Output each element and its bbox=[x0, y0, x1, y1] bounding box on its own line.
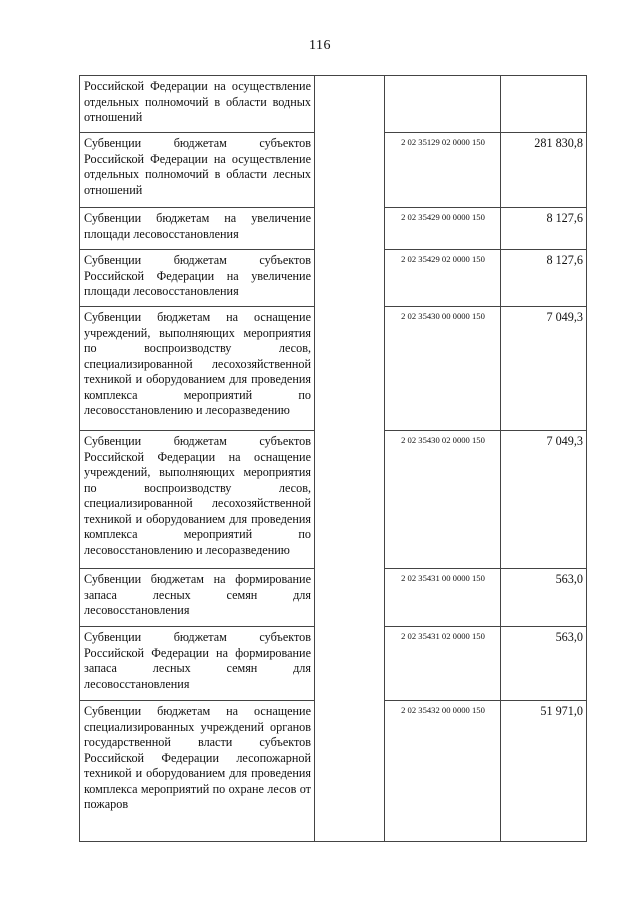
budget-code-cell bbox=[385, 76, 501, 133]
table-row bbox=[80, 569, 587, 627]
blank-column-cell bbox=[315, 431, 385, 569]
table-row bbox=[80, 133, 587, 208]
row-name-cell: Субвенции бюджетам на оснащение специализированных учреждений органов государственной власти субъектов Российской Федерации лесопожарной техникой и оборудованием для проведения комплекса мероприятий по охране лесов от пожаров bbox=[80, 701, 315, 842]
row-name-cell: Субвенции бюджетам субъектов Российской Федерации на формирование запаса лесных семян для лесовосстановления bbox=[80, 627, 315, 701]
budget-table bbox=[79, 75, 587, 842]
budget-code-cell: 2 02 35431 02 0000 150 bbox=[385, 627, 501, 701]
table-row bbox=[80, 701, 587, 842]
blank-column-cell bbox=[315, 569, 385, 627]
budget-code-cell: 2 02 35429 00 0000 150 bbox=[385, 208, 501, 250]
amount-cell: 563,0 bbox=[501, 569, 587, 627]
amount-cell: 8 127,6 bbox=[501, 250, 587, 307]
budget-code-cell: 2 02 35430 00 0000 150 bbox=[385, 307, 501, 431]
blank-column-cell bbox=[315, 133, 385, 208]
table-row bbox=[80, 208, 587, 250]
blank-column-cell bbox=[315, 701, 385, 842]
budget-code-cell: 2 02 35431 00 0000 150 bbox=[385, 569, 501, 627]
table-row bbox=[80, 627, 587, 701]
budget-code-cell: 2 02 35129 02 0000 150 bbox=[385, 133, 501, 208]
amount-cell: 281 830,8 bbox=[501, 133, 587, 208]
amount-cell: 51 971,0 bbox=[501, 701, 587, 842]
blank-column-cell bbox=[315, 627, 385, 701]
blank-column-cell bbox=[315, 208, 385, 250]
row-name-cell: Субвенции бюджетам на увеличение площади лесовосстановления bbox=[80, 208, 315, 250]
amount-cell bbox=[501, 76, 587, 133]
row-name-cell: Субвенции бюджетам на формирование запаса лесных семян для лесовосстановления bbox=[80, 569, 315, 627]
row-name-cell: Российской Федерации на осуществление отдельных полномочий в области водных отношений bbox=[80, 76, 315, 133]
blank-column-cell bbox=[315, 250, 385, 307]
budget-code-cell: 2 02 35430 02 0000 150 bbox=[385, 431, 501, 569]
table-row bbox=[80, 250, 587, 307]
amount-cell: 7 049,3 bbox=[501, 431, 587, 569]
table-row bbox=[80, 431, 587, 569]
row-name-cell: Субвенции бюджетам субъектов Российской Федерации на оснащение учреждений, выполняющих мероприятия по воспроизводству лесов, специализированной лесохозяйственной техникой и оборудованием для проведения комплекса мероприятий по лесовосстановлению и лесоразведению bbox=[80, 431, 315, 569]
table-row bbox=[80, 76, 587, 133]
page-number: 116 bbox=[309, 38, 331, 53]
amount-cell: 7 049,3 bbox=[501, 307, 587, 431]
amount-cell: 563,0 bbox=[501, 627, 587, 701]
budget-code-cell: 2 02 35432 00 0000 150 bbox=[385, 701, 501, 842]
row-name-cell: Субвенции бюджетам на оснащение учреждений, выполняющих мероприятия по воспроизводству лесов, специализированной лесохозяйственной техникой и оборудованием для проведения комплекса мероприятий по лесовосстановлению и лесоразведению bbox=[80, 307, 315, 431]
row-name-cell: Субвенции бюджетам субъектов Российской Федерации на увеличение площади лесовосстановления bbox=[80, 250, 315, 307]
row-name-cell: Субвенции бюджетам субъектов Российской Федерации на осуществление отдельных полномочий в области лесных отношений bbox=[80, 133, 315, 208]
table-row bbox=[80, 307, 587, 431]
blank-column-cell bbox=[315, 76, 385, 133]
amount-cell: 8 127,6 bbox=[501, 208, 587, 250]
budget-code-cell: 2 02 35429 02 0000 150 bbox=[385, 250, 501, 307]
blank-column-cell bbox=[315, 307, 385, 431]
